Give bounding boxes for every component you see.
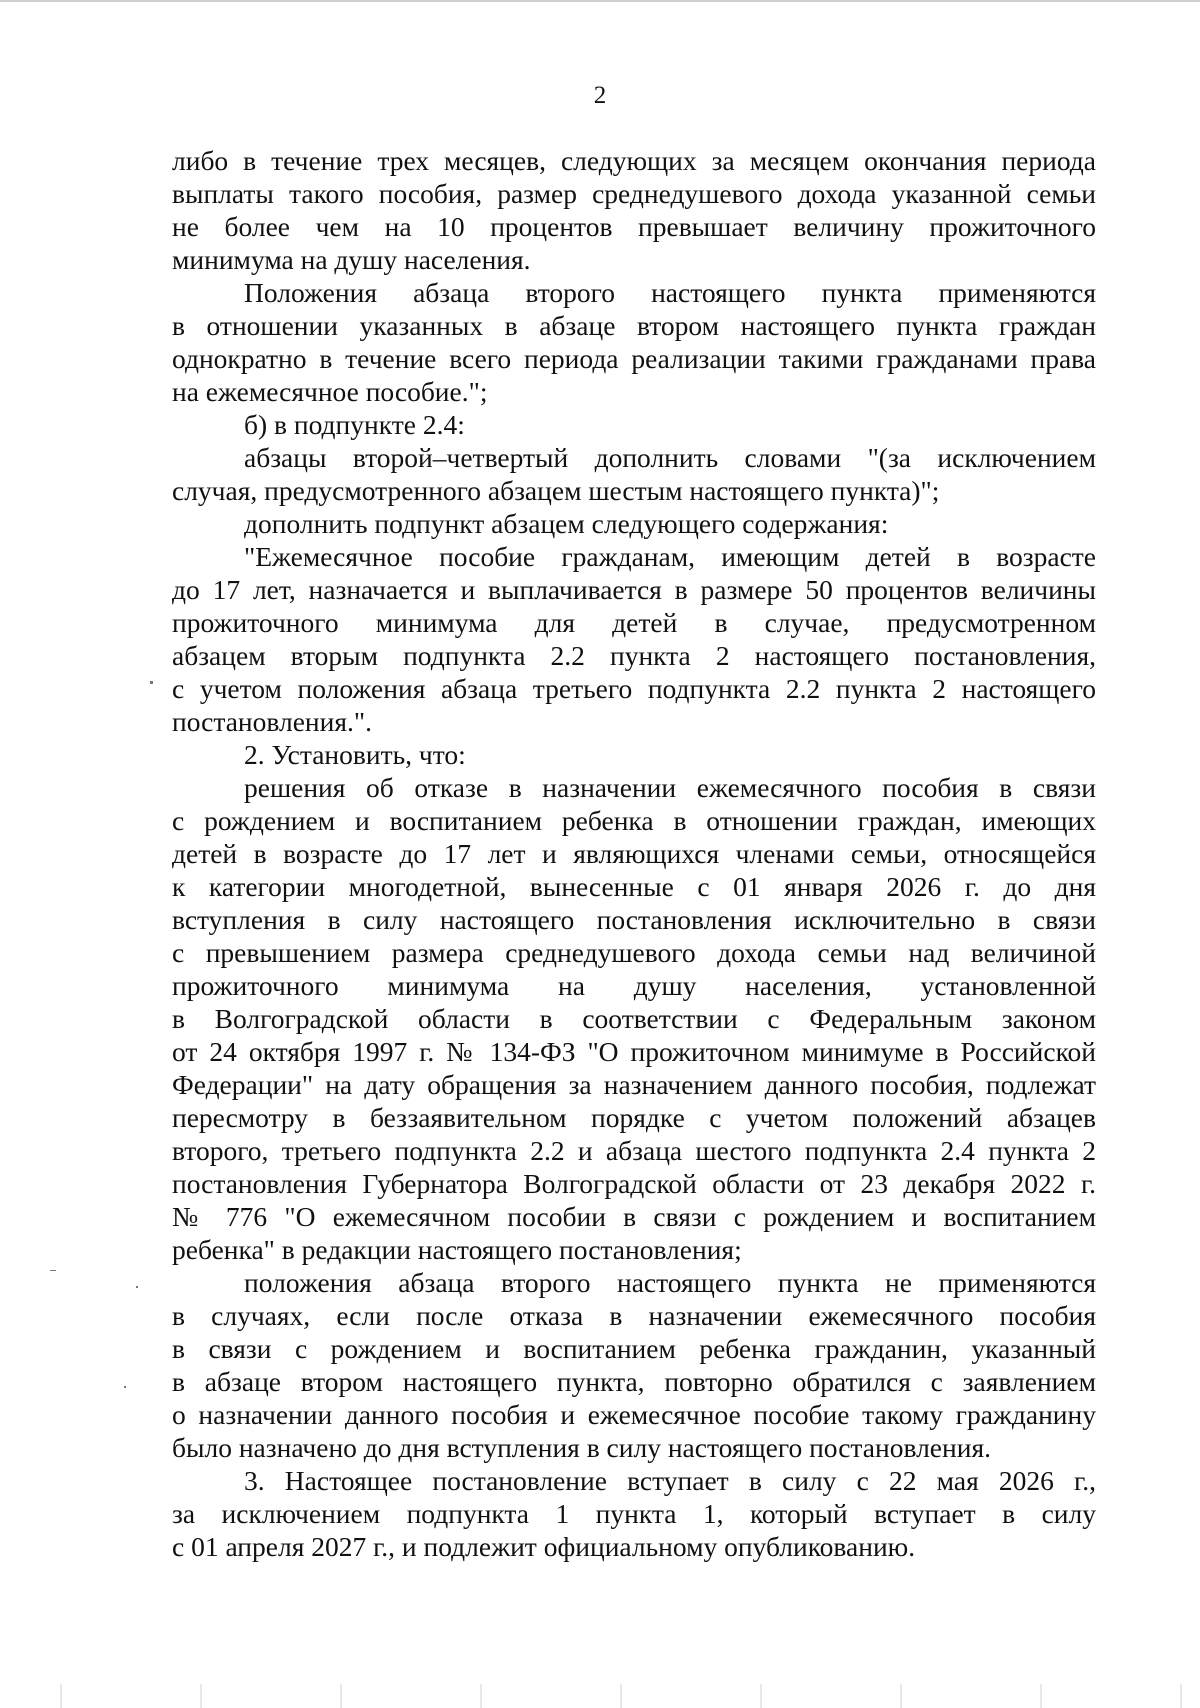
text-line: абзацем вторым подпункта 2.2 пункта 2 настоящего постановления, bbox=[172, 640, 1096, 671]
text-line: решения об отказе в назначении ежемесячного пособия в связи bbox=[244, 772, 1096, 803]
page-number: 2 bbox=[593, 82, 607, 109]
text-line: с учетом положения абзаца третьего подпункта 2.2 пункта 2 настоящего bbox=[172, 673, 1096, 704]
text-line: абзацы второй–четвертый дополнить словами "(за исключением bbox=[244, 442, 1096, 473]
text-line: было назначено до дня вступления в силу настоящего постановления. bbox=[172, 1432, 991, 1463]
text-line: в Волгоградской области в соответствии с Федеральным законом bbox=[172, 1003, 1096, 1034]
text-line: дополнить подпункт абзацем следующего содержания: bbox=[244, 508, 889, 539]
text-line: прожиточного минимума на душу населения, установленной bbox=[172, 970, 1096, 1001]
text-line: в случаях, если после отказа в назначении ежемесячного пособия bbox=[172, 1300, 1096, 1331]
text-line: случая, предусмотренного абзацем шестым настоящего пункта)"; bbox=[172, 475, 940, 506]
text-line: ребенка" в редакции настоящего постановления; bbox=[172, 1234, 742, 1265]
text-line: за исключением подпункта 1 пункта 1, который вступает в силу bbox=[172, 1498, 1096, 1529]
text-line: до 17 лет, назначается и выплачивается в размере 50 процентов величины bbox=[172, 574, 1096, 605]
text-line: б) в подпункте 2.4: bbox=[244, 409, 465, 440]
scan-speck bbox=[136, 1286, 138, 1288]
text-line: "Ежемесячное пособие гражданам, имеющим детей в возрасте bbox=[244, 541, 1096, 572]
text-line: либо в течение трех месяцев, следующих за месяцем окончания периода bbox=[172, 145, 1096, 176]
text-line: Положения абзаца второго настоящего пункта применяются bbox=[244, 277, 1096, 308]
text-line: Федерации" на дату обращения за назначением данного пособия, подлежат bbox=[172, 1069, 1096, 1100]
text-line: с рождением и воспитанием ребенка в отношении граждан, имеющих bbox=[172, 805, 1096, 836]
text-line: постановления Губернатора Волгоградской области от 23 декабря 2022 г. bbox=[172, 1168, 1096, 1199]
text-line: минимума на душу населения. bbox=[172, 244, 531, 275]
text-line: от 24 октября 1997 г. № 134-ФЗ "О прожиточном минимуме в Российской bbox=[172, 1036, 1096, 1067]
scan-speck bbox=[150, 681, 153, 684]
text-line: положения абзаца второго настоящего пункта не применяются bbox=[244, 1267, 1096, 1298]
text-line: прожиточного минимума для детей в случае, предусмотренном bbox=[172, 607, 1096, 638]
text-line: вступления в силу настоящего постановления исключительно в связи bbox=[172, 904, 1096, 935]
text-line: пересмотру в беззаявительном порядке с учетом положений абзацев bbox=[172, 1102, 1096, 1133]
text-line: в связи с рождением и воспитанием ребенка гражданин, указанный bbox=[172, 1333, 1096, 1364]
text-line: в отношении указанных в абзаце втором настоящего пункта граждан bbox=[172, 310, 1096, 341]
scan-speck bbox=[124, 1386, 126, 1388]
text-line: детей в возрасте до 17 лет и являющихся членами семьи, относящейся bbox=[172, 838, 1096, 869]
scan-top-edge bbox=[0, 0, 1200, 2]
text-line: в абзаце втором настоящего пункта, повторно обратился с заявлением bbox=[172, 1366, 1096, 1397]
text-line: 2. Установить, что: bbox=[244, 739, 466, 770]
text-line: № 776 "О ежемесячном пособии в связи с рождением и воспитанием bbox=[172, 1201, 1096, 1232]
text-line: с превышением размера среднедушевого дохода семьи над величиной bbox=[172, 937, 1096, 968]
scan-speck bbox=[50, 1270, 56, 1271]
text-line: выплаты такого пособия, размер среднедушевого дохода указанной семьи bbox=[172, 178, 1096, 209]
text-line: на ежемесячное пособие."; bbox=[172, 376, 488, 407]
text-line: с 01 апреля 2027 г., и подлежит официальному опубликованию. bbox=[172, 1531, 916, 1562]
text-line: 3. Настоящее постановление вступает в силу с 22 мая 2026 г., bbox=[244, 1465, 1096, 1496]
text-line: постановления.". bbox=[172, 706, 372, 737]
document-body bbox=[172, 144, 1096, 1563]
text-line: о назначении данного пособия и ежемесячное пособие такому гражданину bbox=[172, 1399, 1096, 1430]
text-line: второго, третьего подпункта 2.2 и абзаца шестого подпункта 2.4 пункта 2 bbox=[172, 1135, 1096, 1166]
scan-bottom-noise bbox=[0, 1684, 1200, 1708]
text-line: к категории многодетной, вынесенные с 01 января 2026 г. до дня bbox=[172, 871, 1096, 902]
text-line: однократно в течение всего периода реализации такими гражданами права bbox=[172, 343, 1096, 374]
text-line: не более чем на 10 процентов превышает величину прожиточного bbox=[172, 211, 1096, 242]
